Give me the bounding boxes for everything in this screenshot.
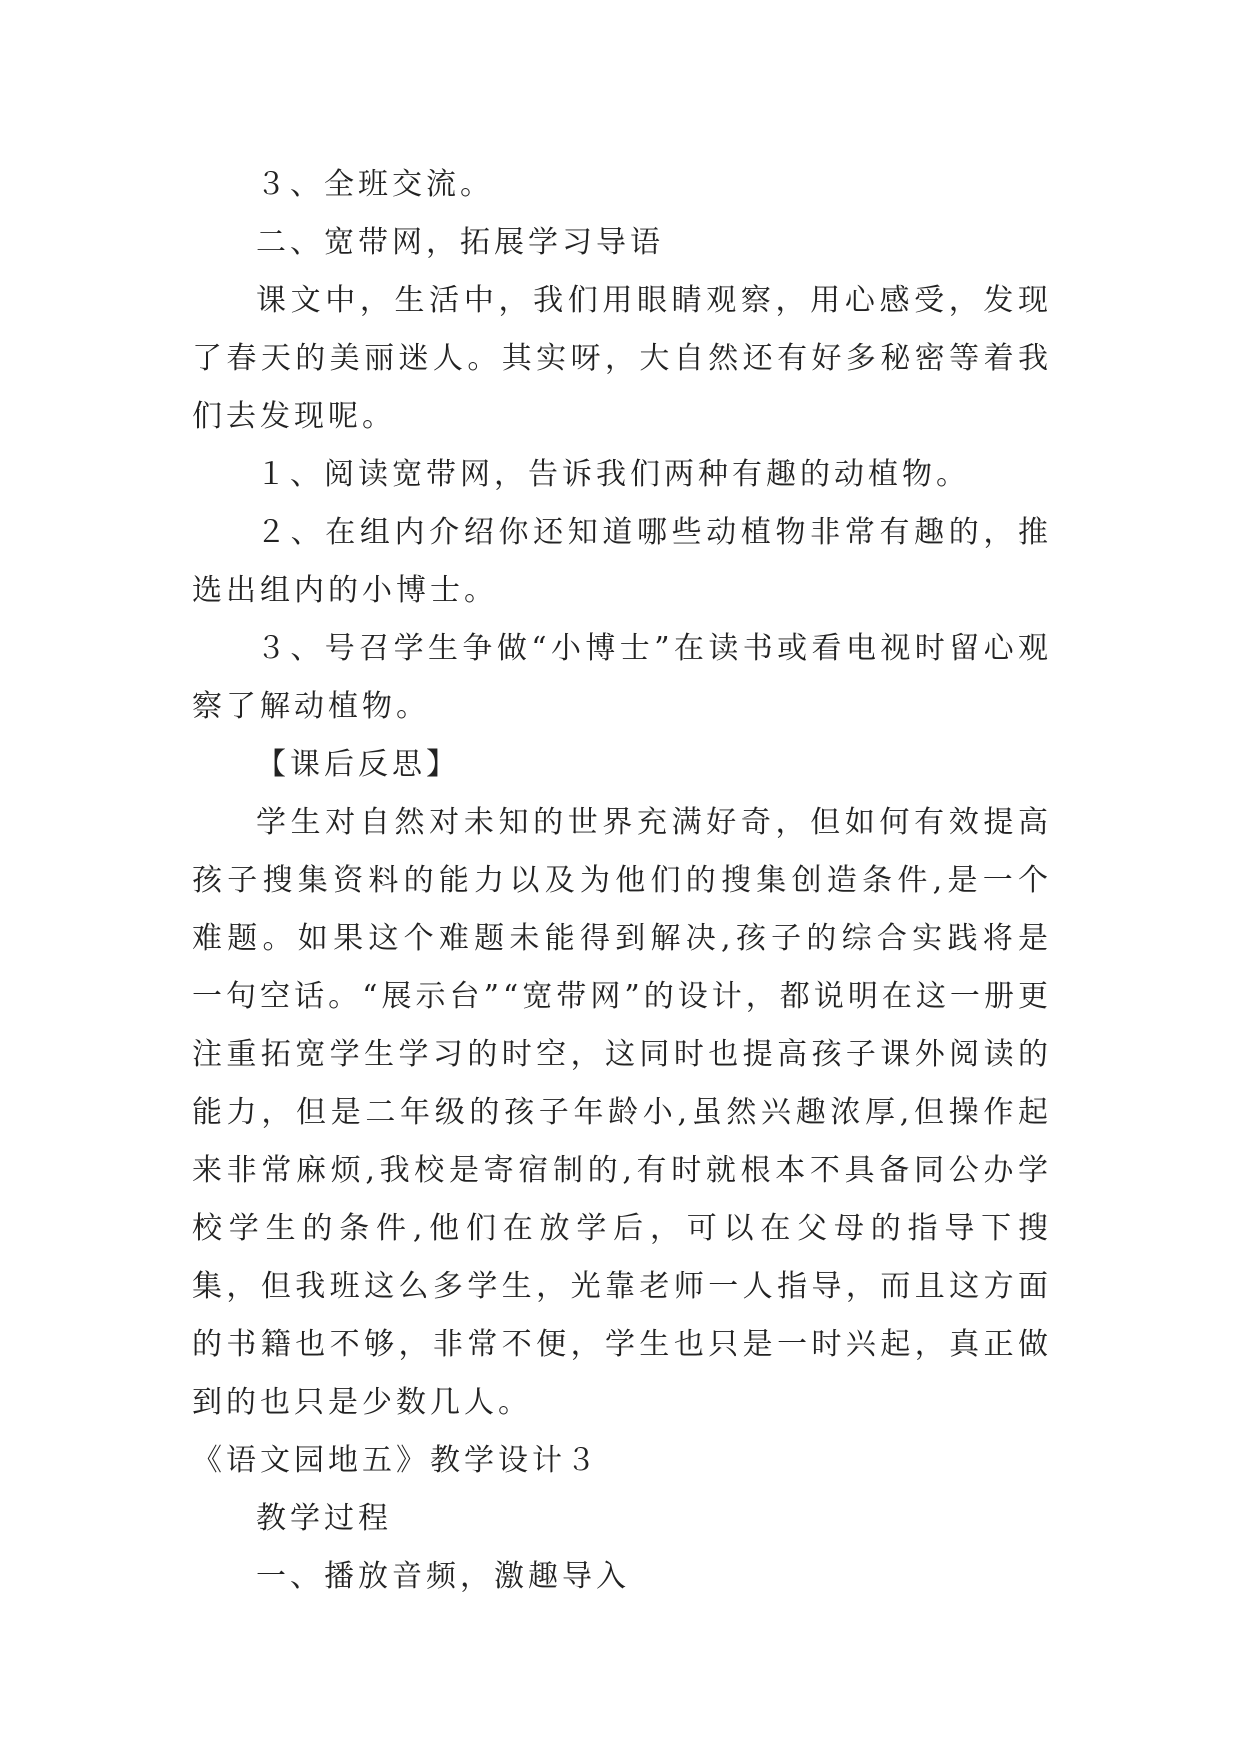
paragraph-step-3-class-exchange: ３、全班交流。 (256, 167, 494, 202)
paragraph-reflection-body: 学生对自然对未知的世界充满好奇，但如何有效提高孩子搜集资料的能力以及为他们的搜集创造条件,是一个难题。如果这个难题未能得到解决,孩子的综合实践将是一句空话。“展示台”“宽带网”的设计，都说明在这一册更注重拓宽学生学习的时空，这同时也提高孩子课外阅读的能力，但是二年级的孩子年龄小,虽然兴趣浓厚,但操作起来非常麻烦,我校是寄宿制的,有时就根本不具备同公办学校学生的条件,他们在放学后，可以在父母的指导下搜集，但我班这么多学生，光靠老师一人指导，而且这方面的书籍也不够，非常不便，学生也只是一时兴起，真正做到的也只是少数几人。 (192, 805, 1052, 1420)
document-title-design-3: 《语文园地五》教学设计３ (192, 1443, 600, 1478)
paragraph-step-1-read: １、阅读宽带网，告诉我们两种有趣的动植物。 (256, 457, 970, 492)
section-heading-play-audio: 一、播放音频，激趣导入 (256, 1559, 630, 1594)
paragraph-step-3-little-doctor: ３、号召学生争做“小博士”在读书或看电视时留心观察了解动植物。 (192, 631, 1052, 724)
section-heading-teaching-process: 教学过程 (256, 1501, 392, 1536)
section-heading-broadband: 二、宽带网，拓展学习导语 (256, 225, 664, 260)
paragraph-intro-lead: 课文中，生活中，我们用眼睛观察，用心感受，发现了春天的美丽迷人。其实呀，大自然还有好多秘密等着我们去发现呢。 (192, 283, 1052, 434)
paragraph-step-2-group: ２、在组内介绍你还知道哪些动植物非常有趣的，推选出组内的小博士。 (192, 515, 1052, 608)
document-body (192, 156, 1052, 1606)
section-heading-reflection: 【课后反思】 (256, 747, 460, 782)
